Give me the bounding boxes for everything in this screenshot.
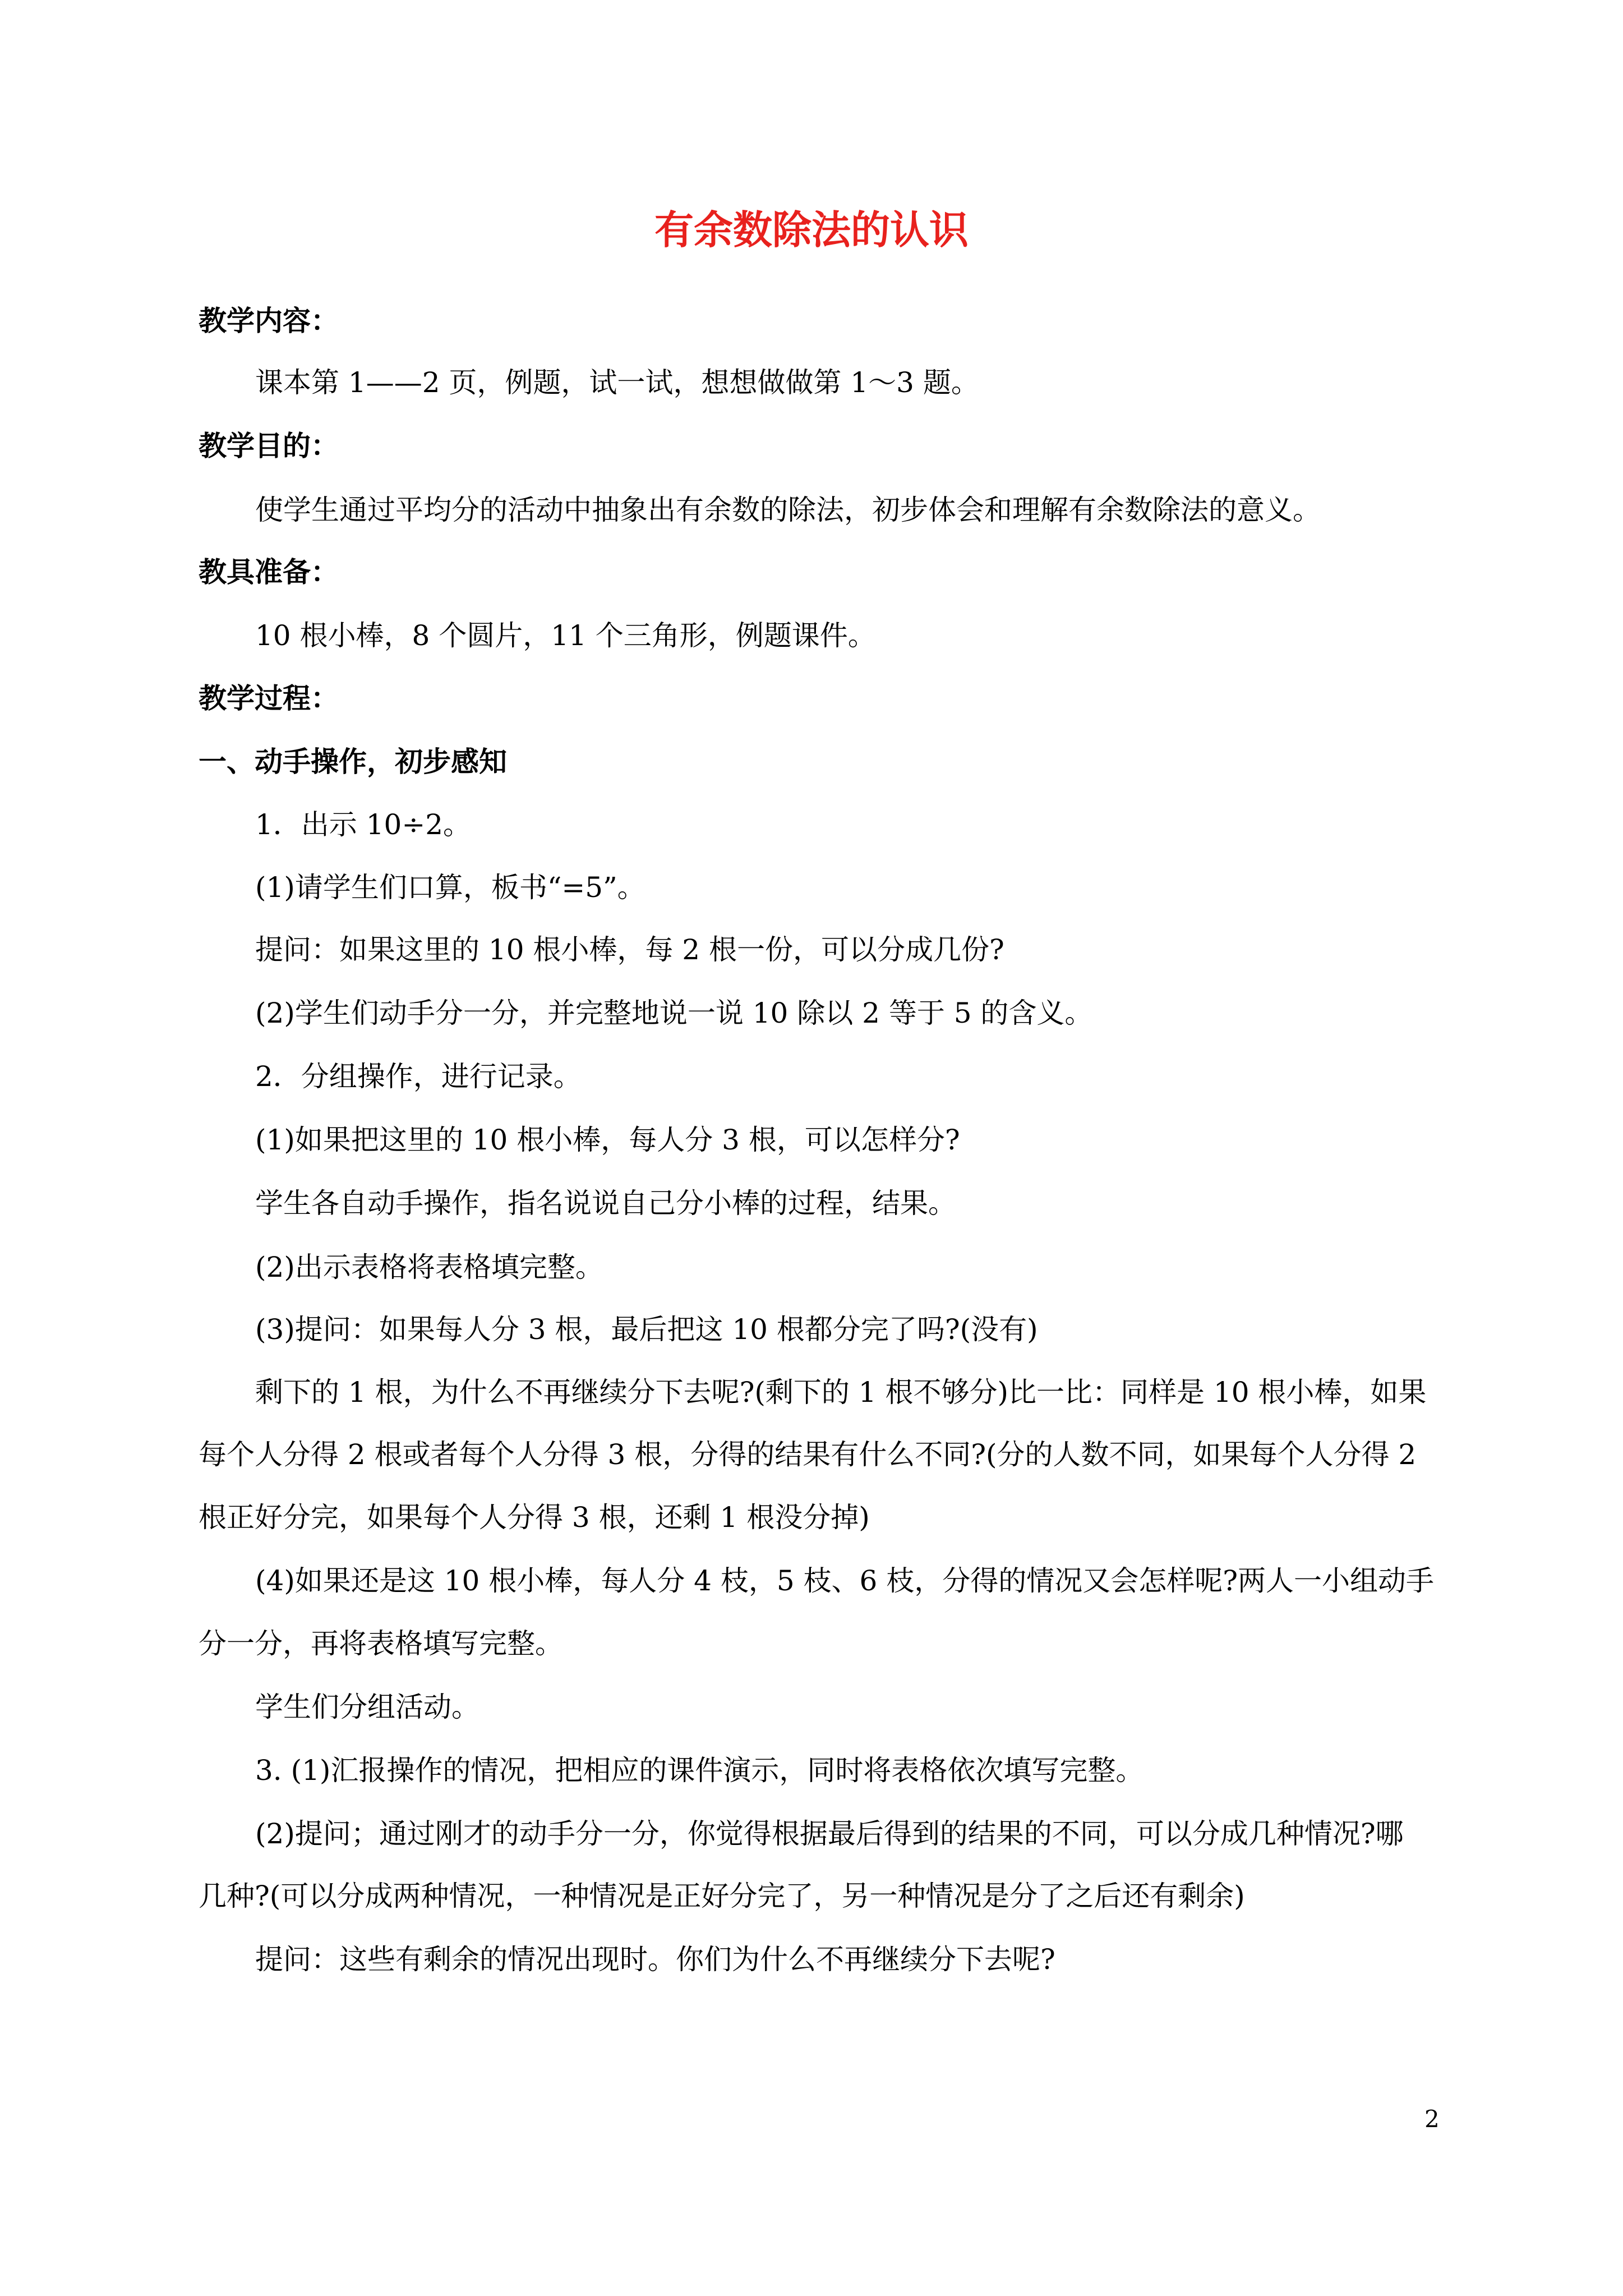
paragraph: (1)如果把这里的 10 根小棒，每人分 3 根，可以怎样分? bbox=[255, 1124, 960, 1156]
paragraph: 学生们分组活动。 bbox=[255, 1691, 479, 1723]
paragraph: (2)提问；通过刚才的动手分一分，你觉得根据最后得到的结果的不同，可以分成几种情况?哪 bbox=[255, 1818, 1404, 1850]
paragraph: 课本第 1——2 页，例题，试一试，想想做做第 1～3 题。 bbox=[255, 366, 979, 399]
paragraph: (2)出示表格将表格填完整。 bbox=[255, 1251, 603, 1283]
paragraph: (2)学生们动手分一分，并完整地说一说 10 除以 2 等于 5 的含义。 bbox=[255, 997, 1093, 1029]
paragraph: (4)如果还是这 10 根小棒，每人分 4 枝，5 枝、6 枝，分得的情况又会怎样呢?两人一小组动手 bbox=[255, 1565, 1435, 1597]
section-heading: 教学过程： bbox=[199, 682, 339, 715]
paragraph: 几种?(可以分成两种情况，一种情况是正好分完了，另一种情况是分了之后还有剩余) bbox=[199, 1880, 1245, 1912]
section-heading: 一、动手操作，初步感知 bbox=[199, 745, 507, 778]
paragraph: 1．出示 10÷2。 bbox=[255, 808, 472, 841]
paragraph: 分一分，再将表格填写完整。 bbox=[199, 1627, 563, 1660]
section-heading: 教学内容： bbox=[199, 304, 339, 337]
paragraph: 提问：这些有剩余的情况出现时。你们为什么不再继续分下去呢? bbox=[255, 1943, 1055, 1976]
paragraph: 提问：如果这里的 10 根小棒，每 2 根一份，可以分成几份? bbox=[255, 933, 1004, 966]
paragraph: 根正好分完，如果每个人分得 3 根，还剩 1 根没分掉) bbox=[199, 1501, 870, 1534]
page-number: 2 bbox=[1424, 2105, 1440, 2133]
paragraph: 剩下的 1 根，为什么不再继续分下去呢?(剩下的 1 根不够分)比一比：同样是 10 根小棒，如果 bbox=[255, 1376, 1427, 1409]
paragraph: (1)请学生们口算，板书“=5”。 bbox=[255, 871, 645, 904]
document-title: 有余数除法的认识 bbox=[654, 206, 969, 253]
paragraph: 10 根小棒，8 个圆片，11 个三角形，例题课件。 bbox=[255, 619, 876, 652]
paragraph: 使学生通过平均分的活动中抽象出有余数的除法，初步体会和理解有余数除法的意义。 bbox=[255, 494, 1321, 526]
section-heading: 教学目的： bbox=[199, 429, 339, 462]
paragraph: 每个人分得 2 根或者每个人分得 3 根，分得的结果有什么不同?(分的人数不同，如果每个人分得 2 bbox=[199, 1438, 1417, 1471]
paragraph: 学生各自动手操作，指名说说自己分小棒的过程，结果。 bbox=[255, 1187, 956, 1220]
section-heading: 教具准备： bbox=[199, 555, 339, 588]
paragraph: 3. (1)汇报操作的情况，把相应的课件演示，同时将表格依次填写完整。 bbox=[255, 1754, 1144, 1787]
paragraph: (3)提问：如果每人分 3 根，最后把这 10 根都分完了吗?(没有) bbox=[255, 1313, 1038, 1346]
paragraph: 2．分组操作，进行记录。 bbox=[255, 1060, 582, 1093]
